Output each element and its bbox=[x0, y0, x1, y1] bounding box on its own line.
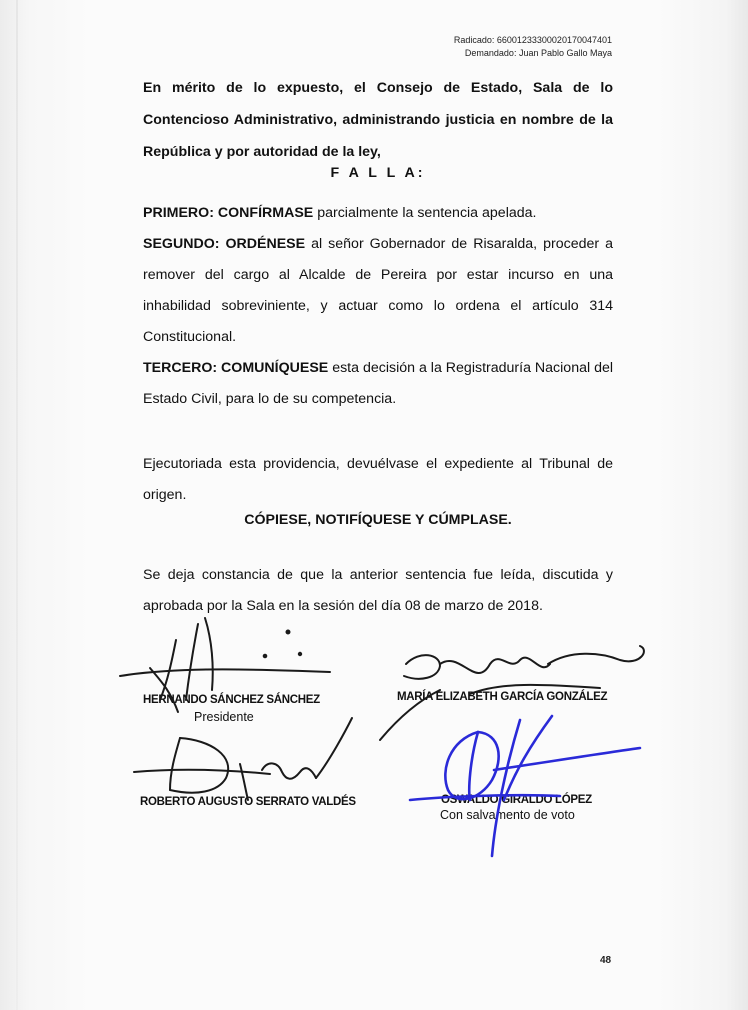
segundo-text: al señor Gobernador de Risaralda, proceder a remover del cargo al Alcalde de Pereira por estar incurso en una inhabilidad sobreviniente, y actuar como lo ordena el artículo 314 Constitucional. bbox=[143, 236, 613, 345]
signature-name-sanchez: HERNANDO SÁNCHEZ SÁNCHEZ bbox=[143, 694, 320, 706]
segundo-label: SEGUNDO: ORDÉNESE bbox=[143, 236, 306, 252]
primero-label: PRIMERO: CONFÍRMASE bbox=[143, 205, 314, 221]
ejecutoriada-paragraph: Ejecutoriada esta providencia, devuélvase el expediente al Tribunal de origen. bbox=[143, 456, 613, 503]
page-number: 48 bbox=[600, 955, 612, 966]
demandado-line: Demandado: Juan Pablo Gallo Maya bbox=[464, 48, 612, 58]
signature-sanchez-drawing bbox=[120, 618, 330, 712]
signature-serrato-drawing bbox=[134, 718, 352, 800]
signature-garcia-drawing bbox=[380, 646, 644, 740]
falla-heading: F A L L A: bbox=[330, 165, 426, 181]
tercero-text: esta decisión a la Registraduría Nacional del Estado Civil, para lo de su competencia. bbox=[143, 360, 614, 407]
copiese-heading: CÓPIESE, NOTIFÍQUESE Y CÚMPLASE. bbox=[244, 512, 512, 528]
tercero-label: TERCERO: COMUNÍQUESE bbox=[143, 360, 329, 376]
intro-paragraph: En mérito de lo expuesto, el Consejo de Estado, Sala de lo Contencioso Administrativo, administrando justicia en nombre de la República y por autoridad de la ley, bbox=[143, 80, 613, 160]
constancia-paragraph: Se deja constancia de que la anterior sentencia fue leída, discutida y aprobada por la Sala en la sesión del día 08 de marzo de 2018. bbox=[143, 567, 613, 614]
signature-role-salvamento: Con salvamento de voto bbox=[440, 808, 575, 822]
signature-giraldo-drawing bbox=[410, 716, 640, 856]
primero-text: parcialmente la sentencia apelada. bbox=[313, 205, 537, 221]
signature-name-garcia: MARÍA ELIZABETH GARCÍA GONZÁLEZ bbox=[397, 691, 608, 703]
signature-name-serrato: ROBERTO AUGUSTO SERRATO VALDÉS bbox=[140, 796, 356, 808]
radicado-line: Radicado: 66001233300020170047401 bbox=[453, 35, 612, 45]
signature-name-giraldo: OSWALDO GIRALDO LÓPEZ bbox=[441, 794, 592, 806]
signature-role-presidente: Presidente bbox=[194, 710, 254, 724]
